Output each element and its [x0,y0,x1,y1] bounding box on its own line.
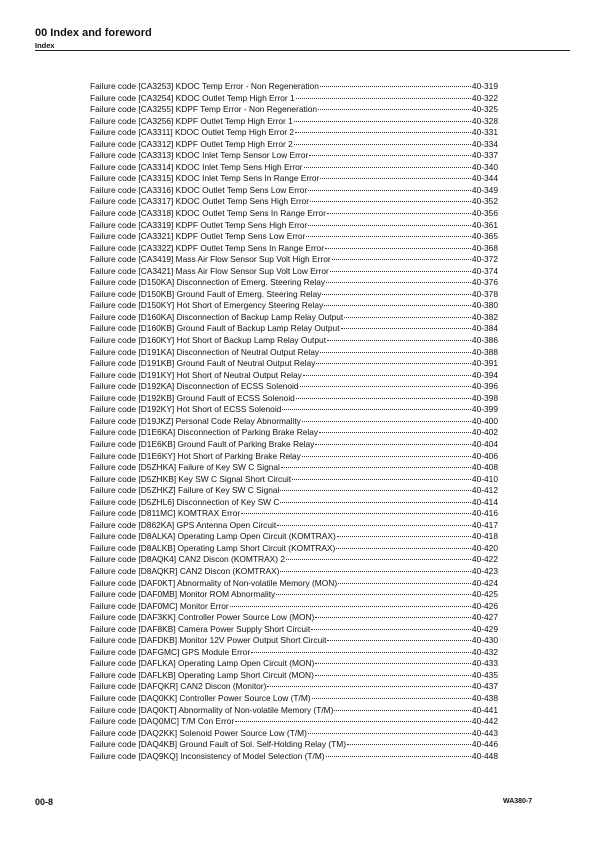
index-entry[interactable] [90,243,498,255]
index-entry[interactable] [90,208,498,220]
dot-leader [308,190,471,191]
index-entry-title: Failure code [DAFLKA] Operating Lamp Open Circuit (MON) [90,658,315,669]
index-entry[interactable] [90,635,498,647]
header-divider [35,50,570,51]
index-entry-title: Failure code [CA3322] KDPF Outlet Temp Sens In Range Error [90,242,324,253]
footer-page-number: 00-8 [35,797,54,807]
index-entry-page: 40-340 [471,161,498,172]
dot-leader [308,225,471,226]
index-entry[interactable] [90,578,498,590]
index-entry-page: 40-406 [471,450,498,461]
dot-leader [286,559,471,560]
index-entry[interactable] [90,81,498,93]
dot-leader [344,317,471,318]
dot-leader [296,98,471,99]
index-entry-page: 40-427 [471,612,498,623]
index-entry-page: 40-396 [471,381,498,392]
index-entry-title: Failure code [DAFQKR] CAN2 Discon (Monitor) [90,681,267,692]
dot-leader [282,409,471,410]
index-entry[interactable] [90,531,498,543]
dot-leader [235,721,471,722]
index-entry-page: 40-331 [471,127,498,138]
index-entry[interactable] [90,462,498,474]
dot-leader [306,236,471,237]
index-entry-title: Failure code [DAQ9KQ] Inconsistency of Model Selection (T/M) [90,750,325,761]
index-entry-title: Failure code [DAF0MC] Monitor Error [90,600,229,611]
dot-leader [315,663,471,664]
index-entry-title: Failure code [DAFDKB] Monitor 12V Power Output Short Circuit [90,635,327,646]
index-entry[interactable] [90,185,498,197]
index-entry-page: 40-388 [471,346,498,357]
index-entry-title: Failure code [D150KB] Ground Fault of Emerg. Steering Relay [90,288,322,299]
dot-leader [281,467,471,468]
index-entry[interactable] [90,681,498,693]
index-entry-page: 40-426 [471,600,498,611]
index-entry-title: Failure code [CA3318] KDOC Outlet Temp Sens In Range Error [90,208,326,219]
dot-leader [336,548,471,549]
index-entry-page: 40-372 [471,254,498,265]
index-entry[interactable] [90,196,498,208]
index-entry-title: Failure code [D8AQK4] CAN2 Discon (KOMTRAX) 2 [90,554,286,565]
dot-leader [295,132,471,133]
index-entry-title: Failure code [D8AQKR] CAN2 Discon (KOMTRAX) [90,565,280,576]
dot-leader [315,444,471,445]
index-entry-title: Failure code [D1E6KA] Disconnection of Parking Brake Relay [90,427,319,438]
index-entry-page: 40-391 [471,358,498,369]
index-entry[interactable] [90,647,498,659]
index-entry[interactable] [90,520,498,532]
dot-leader [303,375,471,376]
index-entry-title: Failure code [CA3254] KDOC Outlet Temp High Error 1 [90,92,295,103]
index-entry-title: Failure code [CA3315] KDOC Inlet Temp Sens In Range Error [90,173,320,184]
index-entry[interactable] [90,404,498,416]
index-entry-title: Failure code [D8ALKB] Operating Lamp Short Circuit (KOMTRAX) [90,542,336,553]
dot-leader [309,155,471,156]
index-entry-title: Failure code [CA3313] KDOC Inlet Temp Sensor Low Error [90,150,309,161]
index-entry-title: Failure code [D5ZHKA] Failure of Key SW C Signal [90,462,280,473]
index-entry[interactable] [90,173,498,185]
dot-leader [276,594,471,595]
index-entry[interactable] [90,381,498,393]
index-entry[interactable] [90,116,498,128]
index-entry[interactable] [90,93,498,105]
dot-leader [277,525,471,526]
index-entry[interactable] [90,612,498,624]
dot-leader [341,328,471,329]
index-entry-page: 40-438 [471,692,498,703]
index-entry[interactable] [90,497,498,509]
index-entry-page: 40-349 [471,184,498,195]
index-entry-page: 40-423 [471,565,498,576]
index-entry[interactable] [90,751,498,763]
index-entry-title: Failure code [DAF0MB] Monitor ROM Abnormality [90,589,276,600]
index-entry[interactable] [90,554,498,566]
index-entry-page: 40-356 [471,208,498,219]
section-subtitle: Index [35,41,55,50]
index-entry-title: Failure code [DAQ2KK] Solenoid Power Source Low (T/M) [90,727,307,738]
dot-leader [327,340,471,341]
index-list [90,81,498,762]
index-entry-title: Failure code [CA3256] KDPF Outlet Temp High Error 1 [90,115,293,126]
index-entry-title: Failure code [CA3419] Mass Air Flow Sensor Sup Volt High Error [90,254,331,265]
index-entry[interactable] [90,127,498,139]
index-entry-page: 40-448 [471,750,498,761]
index-entry[interactable] [90,716,498,728]
index-entry-page: 40-365 [471,231,498,242]
index-entry-page: 40-417 [471,519,498,530]
dot-leader [280,571,471,572]
index-entry-title: Failure code [DAQ0KT] Abnormality of Non-volatile Memory (T/M) [90,704,334,715]
index-entry-title: Failure code [DAF8KB] Camera Power Supply Short Circuit [90,623,311,634]
index-entry-title: Failure code [D192KY] Hot Short of ECSS Solenoid [90,404,282,415]
page-header [35,27,570,50]
dot-leader [300,386,471,387]
dot-leader [337,536,471,537]
index-entry[interactable] [90,508,498,520]
dot-leader [327,213,471,214]
chapter-title: 00 Index and foreword [35,27,152,39]
dot-leader [294,121,471,122]
index-entry-page: 40-368 [471,242,498,253]
index-entry-title: Failure code [DAQ0MC] T/M Con Error [90,716,235,727]
index-entry[interactable] [90,277,498,289]
dot-leader [338,583,471,584]
index-entry-title: Failure code [CA3319] KDPF Outlet Temp Sens High Error [90,219,308,230]
index-entry-title: Failure code [D1E6KB] Ground Fault of Parking Brake Relay [90,438,315,449]
index-entry[interactable] [90,416,498,428]
index-entry-page: 40-400 [471,415,498,426]
index-entry-title: Failure code [CA3311] KDOC Outlet Temp High Error 2 [90,127,295,138]
index-entry-page: 40-425 [471,589,498,600]
dot-leader [326,756,471,757]
index-entry-title: Failure code [CA3312] KDPF Outlet Temp High Error 2 [90,138,293,149]
index-entry-title: Failure code [D1E6KY] Hot Short of Parking Brake Relay [90,450,301,461]
index-entry[interactable] [90,427,498,439]
dot-leader [324,305,471,306]
index-entry-page: 40-441 [471,704,498,715]
index-entry-title: Failure code [CA3253] KDOC Temp Error - Non Regeneration [90,81,319,91]
index-entry-title: Failure code [D191KA] Disconnection of Neutral Output Relay [90,346,320,357]
dot-leader [304,167,471,168]
dot-leader [302,421,471,422]
index-entry-page: 40-442 [471,716,498,727]
index-entry-page: 40-408 [471,462,498,473]
dot-leader [267,686,471,687]
index-entry-title: Failure code [D150KA] Disconnection of Emerg. Steering Relay [90,277,326,288]
index-entry-page: 40-412 [471,485,498,496]
index-entry-title: Failure code [D192KB] Ground Fault of ECSS Solenoid [90,392,295,403]
index-entry-page: 40-376 [471,277,498,288]
index-entry[interactable] [90,566,498,578]
index-entry-page: 40-402 [471,427,498,438]
dot-leader [322,294,471,295]
index-entry[interactable] [90,670,498,682]
dot-leader [310,201,471,202]
dot-leader [312,698,471,699]
index-entry-page: 40-414 [471,496,498,507]
index-entry-page: 40-410 [471,473,498,484]
index-entry-page: 40-352 [471,196,498,207]
footer-model-code: WA380-7 [503,798,533,805]
dot-leader [241,513,471,514]
index-entry-title: Failure code [D19JKZ] Personal Code Relay Abnormality [90,415,301,426]
index-entry-page: 40-394 [471,369,498,380]
index-entry[interactable] [90,358,498,370]
index-entry-page: 40-382 [471,311,498,322]
index-entry-page: 40-325 [471,104,498,115]
index-entry-page: 40-398 [471,392,498,403]
index-entry-page: 40-328 [471,115,498,126]
index-entry-title: Failure code [D160KA] Disconnection of Backup Lamp Relay Output [90,311,344,322]
index-entry[interactable] [90,624,498,636]
index-entry-title: Failure code [DAFGMC] GPS Module Error [90,646,251,657]
index-entry-page: 40-322 [471,92,498,103]
index-entry-page: 40-399 [471,404,498,415]
dot-leader [316,363,471,364]
index-entry-page: 40-344 [471,173,498,184]
index-entry-title: Failure code [DAQ0KK] Controller Power Source Low (T/M) [90,692,311,703]
index-entry[interactable] [90,347,498,359]
dot-leader [347,744,471,745]
dot-leader [327,640,470,641]
index-entry-page: 40-337 [471,150,498,161]
index-entry[interactable] [90,220,498,232]
index-entry-title: Failure code [D862KA] GPS Antenna Open Circuit [90,519,277,530]
index-entry-title: Failure code [CA3255] KDPF Temp Error - Non Regeneration [90,104,318,115]
index-entry-title: Failure code [D5ZHL6] Disconnection of Key SW C [90,496,280,507]
index-entry-title: Failure code [DAF3KK] Controller Power Source Low (MON) [90,612,315,623]
index-entry-title: Failure code [CA3316] KDOC Outlet Temp Sens Low Error [90,184,308,195]
index-entry-page: 40-416 [471,508,498,519]
dot-leader [325,248,471,249]
index-entry[interactable] [90,370,498,382]
index-entry-page: 40-404 [471,438,498,449]
index-entry[interactable] [90,474,498,486]
index-entry-title: Failure code [D811MC] KOMTRAX Error [90,508,241,519]
index-entry-title: Failure code [CA3421] Mass Air Flow Sensor Sup Volt Low Error [90,265,329,276]
index-entry-title: Failure code [D191KY] Hot Short of Neutral Output Relay [90,369,302,380]
index-entry-title: Failure code [CA3317] KDOC Outlet Temp Sens High Error [90,196,310,207]
index-entry[interactable] [90,393,498,405]
index-entry[interactable] [90,162,498,174]
dot-leader [296,398,471,399]
index-entry[interactable] [90,601,498,613]
dot-leader [280,502,470,503]
index-entry[interactable] [90,693,498,705]
index-entry[interactable] [90,150,498,162]
index-entry[interactable] [90,323,498,335]
index-entry[interactable] [90,139,498,151]
dot-leader [292,479,471,480]
dot-leader [319,432,471,433]
index-entry-title: Failure code [D192KA] Disconnection of ECSS Solenoid [90,381,299,392]
dot-leader [320,178,471,179]
dot-leader [320,86,471,87]
index-entry-page: 40-443 [471,727,498,738]
index-entry-title: Failure code [DAFLKB] Operating Lamp Short Circuit (MON) [90,669,314,680]
index-entry[interactable] [90,451,498,463]
index-entry-page: 40-422 [471,554,498,565]
index-entry[interactable] [90,485,498,497]
dot-leader [302,456,471,457]
index-entry[interactable] [90,739,498,751]
index-entry-page: 40-437 [471,681,498,692]
index-entry-page: 40-432 [471,646,498,657]
dot-leader [230,606,471,607]
index-entry-page: 40-334 [471,138,498,149]
index-entry-title: Failure code [D5ZHKB] Key SW C Signal Short Circuit [90,473,292,484]
index-entry-title: Failure code [D5ZHKZ] Failure of Key SW C Signal [90,485,280,496]
index-entry[interactable] [90,289,498,301]
dot-leader [280,490,470,491]
index-entry-page: 40-435 [471,669,498,680]
index-entry-title: Failure code [DAQ4KB] Ground Fault of Sol. Self-Holding Relay (TM) [90,739,347,750]
index-entry[interactable] [90,231,498,243]
dot-leader [315,675,471,676]
index-entry[interactable] [90,543,498,555]
dot-leader [320,352,471,353]
index-entry[interactable] [90,254,498,266]
index-entry-page: 40-424 [471,577,498,588]
dot-leader [311,629,471,630]
index-entry-page: 40-386 [471,335,498,346]
dot-leader [308,733,471,734]
dot-leader [330,271,471,272]
index-entry-title: Failure code [D150KY] Hot Short of Emergency Steering Relay [90,300,324,311]
index-entry-title: Failure code [CA3314] KDOC Inlet Temp Sens High Error [90,161,303,172]
dot-leader [294,144,471,145]
index-entry-title: Failure code [DAF0KT] Abnormality of Non-volatile Memory (MON) [90,577,338,588]
dot-leader [334,710,471,711]
index-entry-page: 40-380 [471,300,498,311]
index-entry[interactable] [90,589,498,601]
index-entry-title: Failure code [CA3321] KDPF Outlet Temp Sens Low Error [90,231,306,242]
index-entry-title: Failure code [D8ALKA] Operating Lamp Open Circuit (KOMTRAX) [90,531,336,542]
index-entry-page: 40-433 [471,658,498,669]
index-entry-page: 40-374 [471,265,498,276]
index-entry[interactable] [90,705,498,717]
index-entry-page: 40-430 [471,635,498,646]
index-entry[interactable] [90,658,498,670]
index-entry[interactable] [90,312,498,324]
index-entry-page: 40-420 [471,542,498,553]
index-entry-page: 40-384 [471,323,498,334]
index-entry-page: 40-378 [471,288,498,299]
dot-leader [332,259,471,260]
dot-leader [315,617,471,618]
index-entry-page: 40-418 [471,531,498,542]
dot-leader [251,652,471,653]
index-entry-title: Failure code [D191KB] Ground Fault of Neutral Output Relay [90,358,316,369]
index-entry[interactable] [90,728,498,740]
index-entry[interactable] [90,266,498,278]
index-entry[interactable] [90,104,498,116]
index-entry[interactable] [90,439,498,451]
index-entry-page: 40-319 [471,81,498,91]
index-entry-title: Failure code [D160KY] Hot Short of Backup Lamp Relay Output [90,335,327,346]
dot-leader [326,282,471,283]
index-entry-title: Failure code [D160KB] Ground Fault of Backup Lamp Relay Output [90,323,340,334]
index-entry[interactable] [90,335,498,347]
index-entry-page: 40-361 [471,219,498,230]
index-entry[interactable] [90,300,498,312]
index-entry-page: 40-429 [471,623,498,634]
dot-leader [318,109,471,110]
index-entry-page: 40-446 [471,739,498,750]
